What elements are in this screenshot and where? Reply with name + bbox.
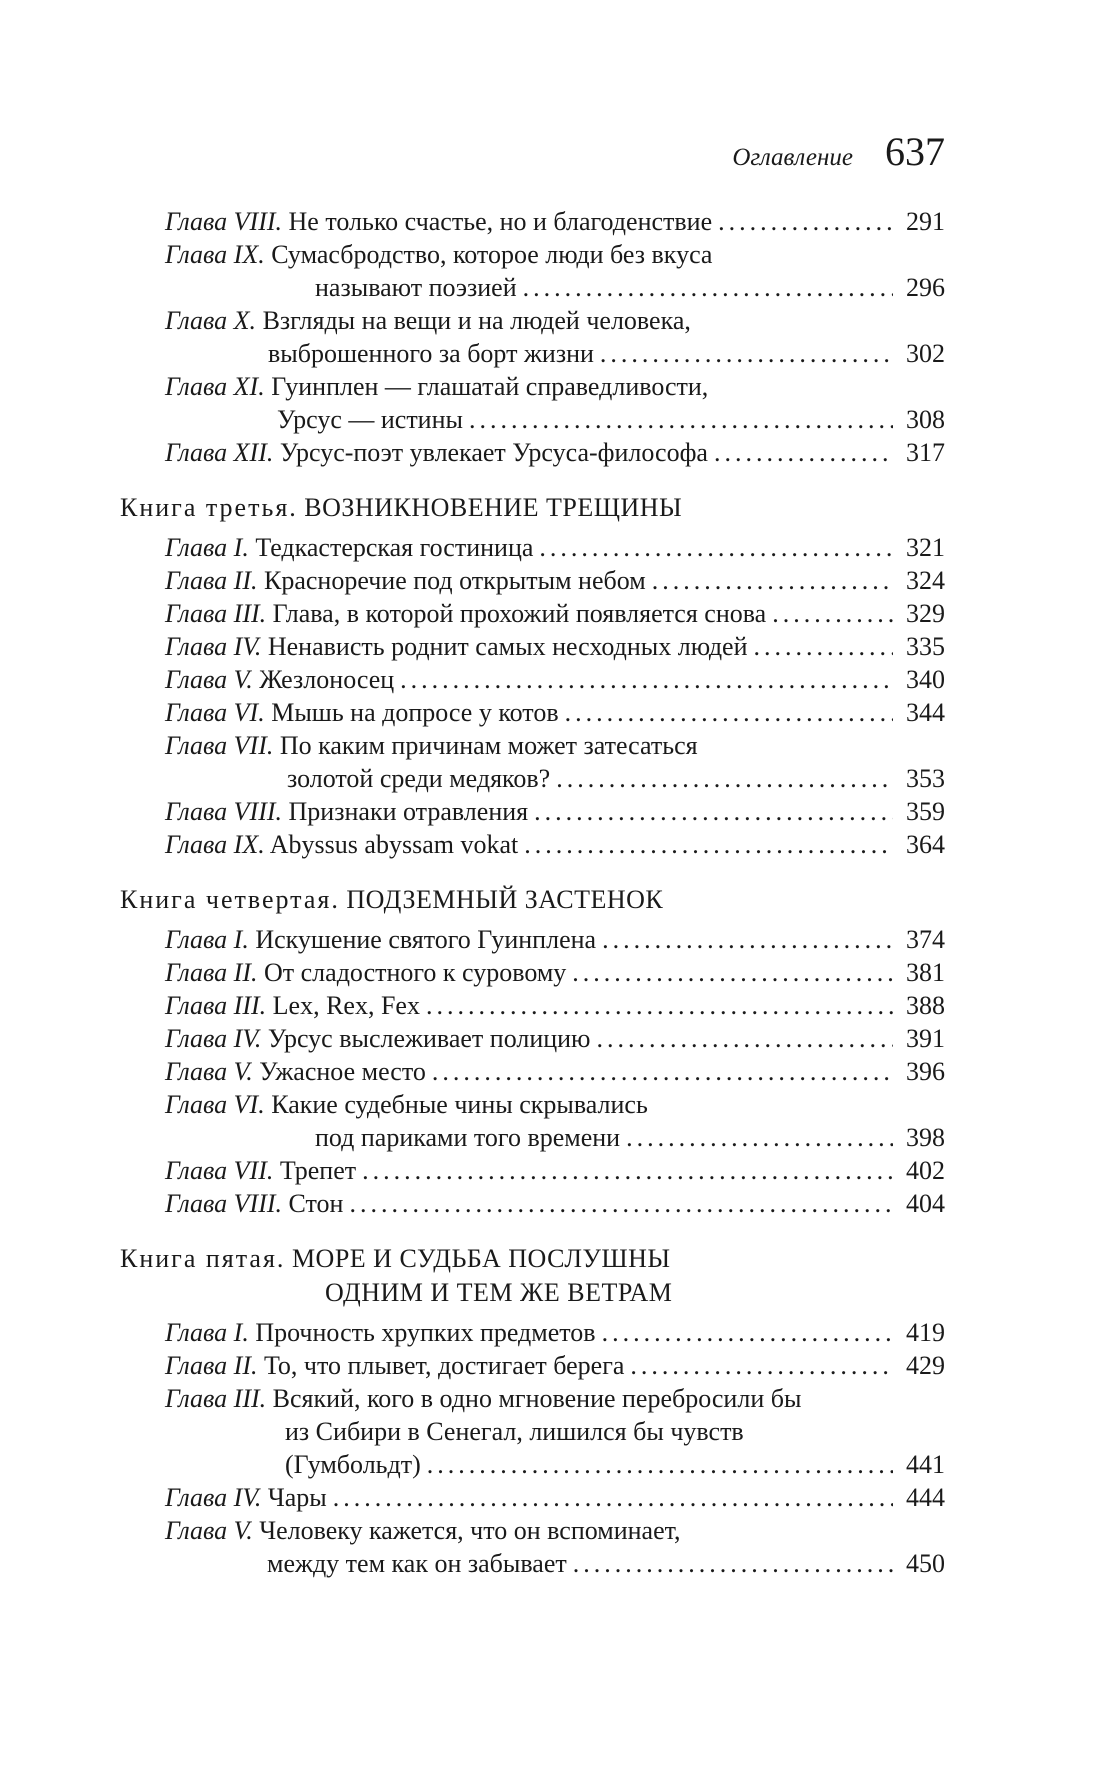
- chapter-title: Человеку кажется, что он вспоминает,: [252, 1516, 681, 1545]
- chapter-number: Глава XI.: [165, 372, 265, 401]
- toc-entry: [165, 696, 945, 729]
- entry-text: [165, 564, 646, 597]
- book-label: Книга пятая.: [120, 1244, 286, 1273]
- entry-text: [165, 630, 748, 663]
- entry-line: [165, 956, 945, 989]
- entry-line-cont: [165, 762, 945, 795]
- book-heading: [120, 491, 1105, 525]
- toc-entry: [165, 923, 945, 956]
- toc-entry: [165, 1187, 945, 1220]
- chapter-title: Мышь на допросе у котов: [264, 698, 559, 727]
- chapter-number: Глава VI.: [165, 1090, 265, 1119]
- chapter-number: Глава IV.: [165, 632, 262, 661]
- toc-entry: [165, 663, 945, 696]
- running-header: [732, 128, 945, 175]
- chapter-title: Урсус выслеживает полицию: [261, 1024, 591, 1053]
- page-ref: 381: [906, 958, 945, 987]
- chapter-number: Глава V.: [165, 1516, 253, 1545]
- toc-entry: [165, 304, 945, 370]
- chapter-title: То, что плывет, достигает берега: [257, 1351, 625, 1380]
- entry-text: [165, 956, 566, 989]
- toc-entry: [165, 1316, 945, 1349]
- dot-leader: [718, 205, 893, 238]
- chapter-number: Глава X.: [165, 306, 257, 335]
- page-ref: 444: [906, 1483, 945, 1512]
- chapter-number: Глава III.: [165, 1384, 267, 1413]
- entry-text: [165, 663, 394, 696]
- entry-line: [165, 989, 945, 1022]
- entry-line: [165, 205, 945, 238]
- chapter-number: Глава XII.: [165, 438, 274, 467]
- dot-leader: [630, 1349, 893, 1382]
- entry-text: [165, 1349, 624, 1382]
- toc-entry: [165, 1088, 945, 1154]
- page-ref: 374: [906, 925, 945, 954]
- book-label: Книга третья.: [120, 493, 298, 522]
- toc-entry: [165, 828, 945, 861]
- entry-line: [165, 1088, 945, 1121]
- dot-leader: [573, 1547, 893, 1580]
- entry-text: [165, 1022, 591, 1055]
- entry-line: [165, 729, 945, 762]
- table-of-contents: [0, 205, 1105, 1580]
- chapter-title: Ненависть роднит самых несходных людей: [261, 632, 748, 661]
- dot-leader: [400, 663, 893, 696]
- chapter-number: Глава IX.: [165, 240, 265, 269]
- chapter-number: Глава I.: [165, 533, 249, 562]
- dot-leader: [469, 403, 893, 436]
- entry-line: [165, 1022, 945, 1055]
- chapter-number: Глава IV.: [165, 1024, 262, 1053]
- entry-text: [165, 436, 708, 469]
- chapter-title-cont: выброшенного за борт жизни: [268, 339, 594, 368]
- page-ref: 441: [906, 1450, 945, 1479]
- chapter-title: Тедкастерская гостиница: [248, 533, 534, 562]
- entry-line: [165, 923, 945, 956]
- entry-line: [165, 1154, 945, 1187]
- chapter-number: Глава III.: [165, 599, 267, 628]
- chapter-title: Не только счастье, но и благоденствие: [282, 207, 713, 236]
- page-ref: 308: [906, 405, 945, 434]
- page-ref: 388: [906, 991, 945, 1020]
- dot-leader: [600, 337, 893, 370]
- page-ref: 359: [906, 797, 945, 826]
- entry-line-cont: [165, 271, 945, 304]
- book-title-cont: ОДНИМ И ТЕМ ЖЕ ВЕТРАМ: [325, 1278, 673, 1307]
- toc-entry: [165, 956, 945, 989]
- chapter-title: По каким причинам может затесаться: [273, 731, 698, 760]
- entry-text: [165, 1154, 356, 1187]
- page-ref: 404: [906, 1189, 945, 1218]
- toc-entry: [165, 564, 945, 597]
- dot-leader: [772, 597, 893, 630]
- dot-leader: [565, 696, 893, 729]
- chapter-number: Глава VI.: [165, 698, 265, 727]
- entry-text: [165, 989, 420, 1022]
- entry-line: [165, 436, 945, 469]
- entry-line: [165, 663, 945, 696]
- chapter-title: Взгляды на вещи и на людей человека,: [256, 306, 691, 335]
- chapter-number: Глава VII.: [165, 1156, 274, 1185]
- entry-line: [165, 304, 945, 337]
- entry-line-cont: [165, 1448, 945, 1481]
- entry-text: [165, 1055, 426, 1088]
- dot-leader: [626, 1121, 893, 1154]
- book-heading: [120, 1242, 1105, 1310]
- page-ref: 344: [906, 698, 945, 727]
- toc-entry: [165, 531, 945, 564]
- entry-line: [165, 1382, 945, 1415]
- page-ref: 429: [906, 1351, 945, 1380]
- book-heading: [120, 883, 1105, 917]
- entry-line: [165, 1349, 945, 1382]
- chapter-title: Трепет: [273, 1156, 357, 1185]
- chapter-title: Чары: [261, 1483, 327, 1512]
- entry-text: [165, 795, 528, 828]
- entry-line: [165, 531, 945, 564]
- toc-entry: [165, 1349, 945, 1382]
- chapter-title-cont: золотой среди медяков?: [287, 764, 551, 793]
- page-ref: 398: [906, 1123, 945, 1152]
- entry-line: [165, 630, 945, 663]
- dot-leader: [534, 795, 893, 828]
- chapter-title-cont: Урсус — истины: [277, 405, 463, 434]
- entry-line: [165, 238, 945, 271]
- chapter-number: Глава IV.: [165, 1483, 262, 1512]
- entry-line-cont: [165, 1121, 945, 1154]
- page-ref: 296: [906, 273, 945, 302]
- entry-text: [165, 597, 766, 630]
- chapter-number: Глава VIII.: [165, 1189, 283, 1218]
- book-title: МОРЕ И СУДЬБА ПОСЛУШНЫ: [291, 1244, 671, 1273]
- entry-text: [165, 696, 559, 729]
- entry-line-cont: [165, 1547, 945, 1580]
- page-ref: 329: [906, 599, 945, 628]
- chapter-number: Глава IX.: [165, 830, 265, 859]
- chapter-title: Всякий, кого в одно мгновение перебросили бы: [266, 1384, 802, 1413]
- entry-line: [165, 1055, 945, 1088]
- chapter-title: Глава, в которой прохожий появляется снова: [266, 599, 767, 628]
- dot-leader: [754, 630, 893, 663]
- toc-entry: [165, 1481, 945, 1514]
- chapter-number: Глава V.: [165, 665, 253, 694]
- chapter-title: Искушение святого Гуинплена: [248, 925, 597, 954]
- toc-entry: [165, 989, 945, 1022]
- page-ref: 364: [906, 830, 945, 859]
- dot-leader: [432, 1055, 893, 1088]
- toc-entry: [165, 370, 945, 436]
- chapter-title: Прочность хрупких предметов: [248, 1318, 596, 1347]
- toc-entry: [165, 1154, 945, 1187]
- chapter-title-cont: называют поэзией: [315, 273, 517, 302]
- entry-line-cont: [165, 403, 945, 436]
- page-ref: 353: [906, 764, 945, 793]
- chapter-title: От сладостного к суровому: [257, 958, 567, 987]
- entry-line: [165, 597, 945, 630]
- toc-entry: [165, 238, 945, 304]
- chapter-title: Жезлоносец: [252, 665, 395, 694]
- dot-leader: [572, 956, 893, 989]
- page-ref: 317: [906, 438, 945, 467]
- entry-line: [165, 1481, 945, 1514]
- book-title: ПОДЗЕМНЫЙ ЗАСТЕНОК: [346, 885, 664, 914]
- chapter-title: Сумасбродство, которое люди без вкуса: [264, 240, 713, 269]
- page-ref: 450: [906, 1549, 945, 1578]
- chapter-title-cont: (Гумбольдт): [285, 1450, 421, 1479]
- entry-text: [165, 828, 518, 861]
- toc-entry: [165, 436, 945, 469]
- dot-leader: [333, 1481, 893, 1514]
- dot-leader: [652, 564, 893, 597]
- toc-entry: [165, 1514, 945, 1580]
- dot-leader: [349, 1187, 893, 1220]
- entry-text: [165, 923, 596, 956]
- entry-line: [165, 564, 945, 597]
- chapter-title: Ужасное место: [252, 1057, 426, 1086]
- chapter-number: Глава II.: [165, 1351, 258, 1380]
- entry-line: [165, 370, 945, 403]
- chapter-title: Урсус-поэт увлекает Урсуса-философа: [273, 438, 708, 467]
- toc-entry: [165, 205, 945, 238]
- entry-text: [165, 1481, 327, 1514]
- entry-line: [165, 1316, 945, 1349]
- chapter-title: Красноречие под открытым небом: [257, 566, 646, 595]
- chapter-title-cont: под париками того времени: [315, 1123, 621, 1152]
- entry-text: [165, 1187, 343, 1220]
- page-ref: 291: [906, 207, 945, 236]
- entry-line: [165, 696, 945, 729]
- entry-text: [165, 1316, 596, 1349]
- toc-entry: [165, 795, 945, 828]
- entry-text: [165, 531, 533, 564]
- chapter-number: Глава II.: [165, 566, 258, 595]
- dot-leader: [602, 1316, 893, 1349]
- chapter-number: Глава III.: [165, 991, 267, 1020]
- page-ref: 396: [906, 1057, 945, 1086]
- chapter-number: Глава II.: [165, 958, 258, 987]
- chapter-number: Глава I.: [165, 925, 249, 954]
- chapter-number: Глава V.: [165, 1057, 253, 1086]
- entry-line: [165, 1187, 945, 1220]
- page-ref: 302: [906, 339, 945, 368]
- page-ref: 321: [906, 533, 945, 562]
- page-number: 637: [885, 129, 945, 174]
- page-ref: 324: [906, 566, 945, 595]
- chapter-number: Глава VIII.: [165, 797, 283, 826]
- entry-line-cont: [165, 337, 945, 370]
- dot-leader: [426, 989, 893, 1022]
- chapter-number: Глава I.: [165, 1318, 249, 1347]
- chapter-title: Abyssus abyssam vokat: [264, 830, 519, 859]
- chapter-title: Признаки отравления: [282, 797, 529, 826]
- chapter-title: Lex, Rex, Fex: [266, 991, 420, 1020]
- entry-line: [165, 795, 945, 828]
- dot-leader: [362, 1154, 893, 1187]
- entry-text: [165, 205, 712, 238]
- dot-leader: [597, 1022, 894, 1055]
- dot-leader: [524, 828, 893, 861]
- chapter-number: Глава VII.: [165, 731, 274, 760]
- chapter-title-cont: между тем как он забывает: [267, 1549, 567, 1578]
- toc-entry: [165, 1022, 945, 1055]
- page-ref: 335: [906, 632, 945, 661]
- dot-leader: [523, 271, 893, 304]
- dot-leader: [556, 762, 893, 795]
- chapter-title: Стон: [282, 1189, 344, 1218]
- page-ref: 402: [906, 1156, 945, 1185]
- dot-leader: [539, 531, 893, 564]
- page-ref: 419: [906, 1318, 945, 1347]
- toc-entry: [165, 597, 945, 630]
- page-ref: 340: [906, 665, 945, 694]
- dot-leader: [427, 1448, 893, 1481]
- dot-leader: [714, 436, 893, 469]
- chapter-title: Какие судебные чины скрывались: [264, 1090, 648, 1119]
- toc-entry: [165, 630, 945, 663]
- entry-line-cont: из Сибири в Сенегал, лишился бы чувств: [285, 1417, 744, 1446]
- page-ref: 391: [906, 1024, 945, 1053]
- book-title: ВОЗНИКНОВЕНИЕ ТРЕЩИНЫ: [304, 493, 683, 522]
- toc-entry: [165, 1055, 945, 1088]
- dot-leader: [602, 923, 893, 956]
- toc-entry: [165, 729, 945, 795]
- chapter-number: Глава VIII.: [165, 207, 283, 236]
- chapter-title: Гуинплен — глашатай справедливости,: [264, 372, 709, 401]
- entry-line: [165, 828, 945, 861]
- entry-line: [165, 1514, 945, 1547]
- running-title: Оглавление: [732, 144, 853, 171]
- toc-entry: [165, 1382, 945, 1481]
- book-label: Книга четвертая.: [120, 885, 340, 914]
